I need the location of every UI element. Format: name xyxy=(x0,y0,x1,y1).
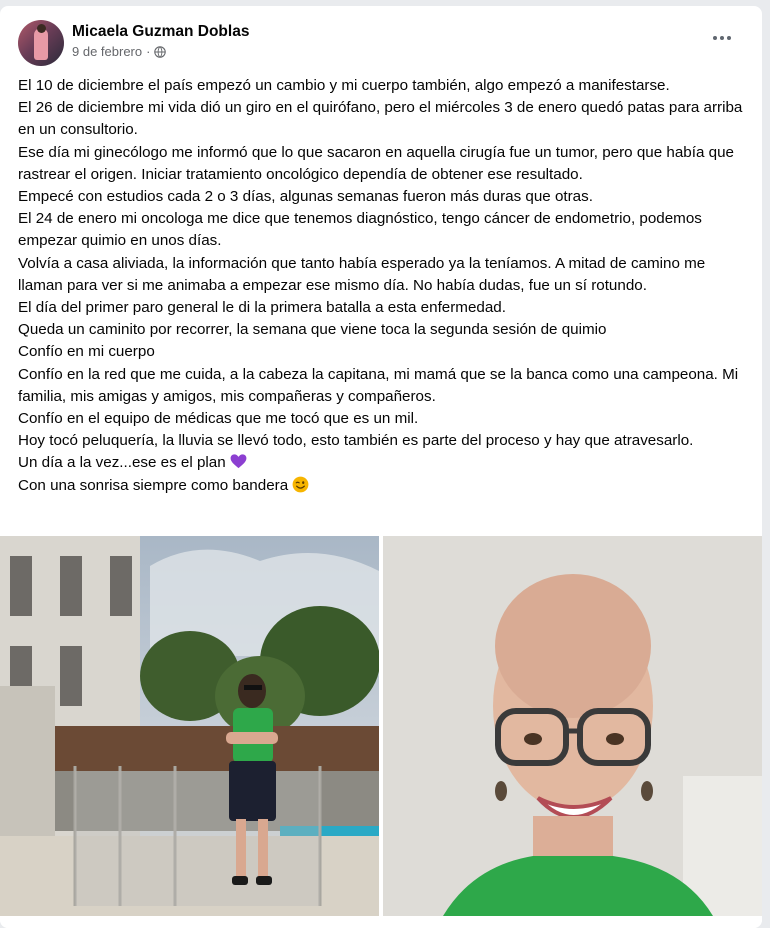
post-photos xyxy=(0,536,762,916)
post-line: El 10 de diciembre el país empezó un cambio y mi cuerpo también, algo empezó a manifestarse. xyxy=(18,77,670,94)
post-line-wink xyxy=(18,475,748,497)
author-name[interactable]: Micaela Guzman Doblas xyxy=(72,23,250,40)
post-header xyxy=(0,6,762,68)
post-line: Empecé con estudios cada 2 o 3 días, algunas semanas fueron más duras que otras. xyxy=(18,188,593,206)
post-line: Confío en mi cuerpo xyxy=(18,343,155,361)
post-line: Queda un caminito por recorrer, la semana que viene toca la segunda sesión de quimio xyxy=(18,321,607,339)
post-line: El día del primer paro general le di la primera batalla a esta enfermedad. xyxy=(18,299,506,317)
photo-outdoor[interactable] xyxy=(0,536,379,916)
post-line: Volvía a casa aliviada, la información que tanto había esperado ya la teníamos. A mitad de camino me llaman para ver si me animaba a empezar ese mismo día. No había dudas, fue un sí rotundo. xyxy=(18,254,706,294)
post-line: Ese día mi ginecólogo me informó que lo que sacaron en aquella cirugía fue un tumor, pero que había que rastrear el origen. Iniciar tratamiento oncológico dependía de obtener ese resultado. xyxy=(18,143,734,183)
post-line: El 26 de diciembre mi vida dió un giro en el quirófano, pero el miércoles 3 de enero quedó patas para arriba en un consultorio. xyxy=(18,99,743,139)
post-line-text: Un día a la vez...ese es el plan xyxy=(18,454,226,472)
meta-separator: · xyxy=(146,44,151,59)
post-line-heart xyxy=(18,452,748,474)
more-dot xyxy=(727,36,731,40)
more-dot xyxy=(720,36,724,40)
photo-selfie[interactable] xyxy=(383,536,762,916)
more-options-icon[interactable] xyxy=(708,28,736,48)
post-line-text: Con una sonrisa siempre como bandera xyxy=(18,476,289,494)
avatar-head xyxy=(37,24,46,33)
purple-heart-icon xyxy=(230,454,247,469)
post-line: El 24 de enero mi oncologa me dice que tenemos diagnóstico, tengo cáncer de endometrio, podemos empezar quimio en unos días. xyxy=(18,210,702,250)
post-text xyxy=(18,75,748,497)
more-dot xyxy=(713,36,717,40)
winking-face-icon xyxy=(292,476,309,493)
post-line: Hoy tocó peluquería, la lluvia se llevó todo, esto también es parte del proceso y hay que atravesarlo. xyxy=(18,432,694,450)
post-meta xyxy=(72,44,166,59)
avatar[interactable] xyxy=(18,20,64,66)
post-card xyxy=(0,6,762,928)
post-date[interactable]: 9 de febrero xyxy=(72,44,143,59)
post-line: Confío en la red que me cuida, a la cabeza la capitana, mi mamá que se la banca como una campeona. Mi familia, mis amigas y amigos, mis compañeras y compañeros. xyxy=(18,365,739,405)
globe-icon[interactable] xyxy=(154,46,166,58)
post-line: Confío en el equipo de médicas que me tocó que es un mil. xyxy=(18,410,419,428)
post-footer xyxy=(0,916,762,928)
